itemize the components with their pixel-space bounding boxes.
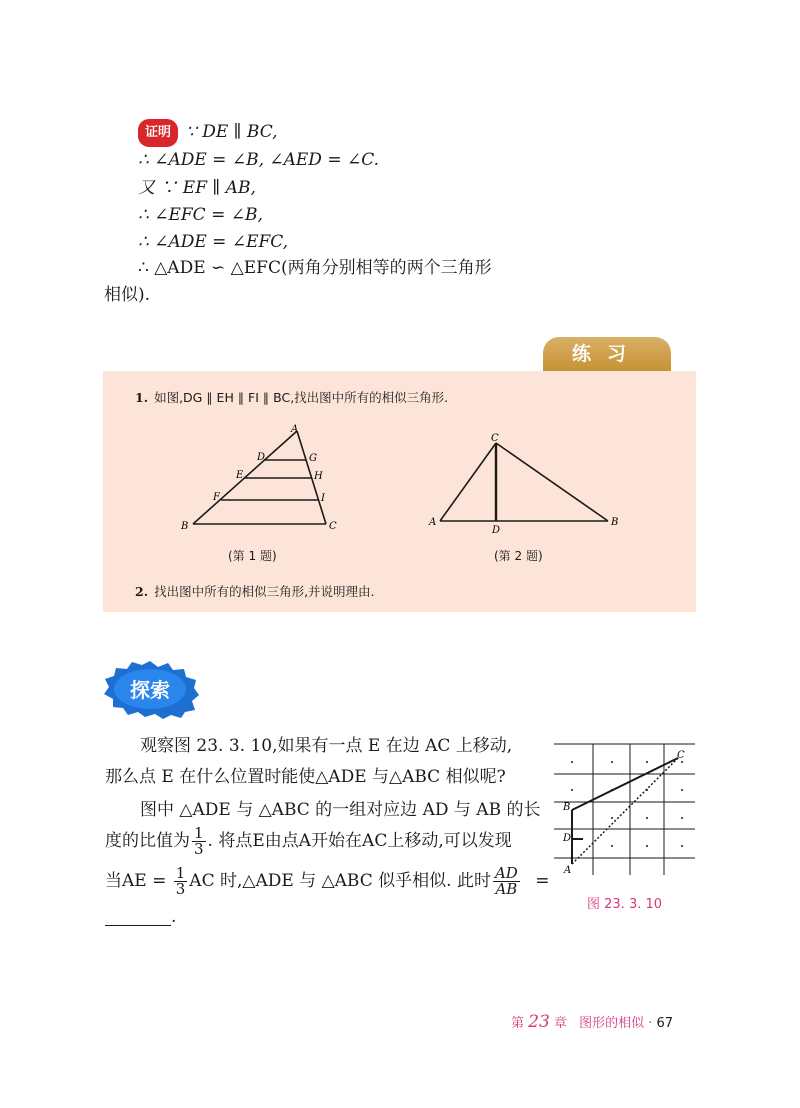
figure-1 xyxy=(173,423,353,533)
explore-line-3: 图中 △ADE 与 △ABC 的一组对应边 AD 与 AB 的长 xyxy=(140,800,541,820)
figure-2 xyxy=(423,429,623,536)
fig1-label-d: D xyxy=(257,452,266,463)
figure-caption: 图 23. 3. 10 xyxy=(587,897,663,912)
figure-2-caption: (第 2 题) xyxy=(494,549,543,563)
proof-line-4: ∴ ∠EFC = ∠B, xyxy=(138,205,263,225)
proof-badge: 证明 xyxy=(138,119,178,147)
figure-1-caption: (第 1 题) xyxy=(228,549,277,563)
fig2-label-c: C xyxy=(491,433,499,444)
chapter-number: 23 xyxy=(528,1012,550,1032)
fig2-label-b: B xyxy=(611,517,619,528)
fig1-label-h: H xyxy=(314,471,323,482)
page-footer: 第 23 章 图形的相似 · 67 xyxy=(511,1012,674,1032)
exercise-box xyxy=(103,371,696,612)
figure-23-3-10 xyxy=(552,740,702,880)
explore-line-4: 度的比值为 $\frac{1}{3}$ . 将点E由点A开始在AC上移动,可以发现 xyxy=(105,824,512,858)
explore-badge-label: 探索 xyxy=(130,678,170,702)
exercise-question-1: 1. 如图,DG ∥ EH ∥ FI ∥ BC,找出图中所有的相似三角形. xyxy=(135,390,449,405)
fig3-label-b: B xyxy=(563,802,571,813)
fraction-one-third: $\frac{1}{3}$ xyxy=(194,824,204,858)
fraction-one-third-2: $\frac{1}{3}$ xyxy=(175,864,186,898)
page-number: 67 xyxy=(656,1016,674,1031)
answer-blank xyxy=(105,925,171,926)
fig3-label-a: A xyxy=(564,865,572,876)
fig1-label-a: A xyxy=(291,424,299,435)
exercise-question-2: 2. 找出图中所有的相似三角形,并说明理由. xyxy=(135,584,375,599)
fig1-label-c: C xyxy=(329,521,337,532)
fraction-ad-ab: $\frac{AD}{AB}$ xyxy=(494,864,518,898)
fig3-label-c: C xyxy=(677,750,685,761)
explore-line-2: 那么点 E 在什么位置时能使△ADE 与△ABC 相似呢? xyxy=(105,767,506,787)
proof-line-7: 相似). xyxy=(104,285,151,305)
fig3-label-d: D xyxy=(563,833,572,844)
chapter-title: 图形的相似 xyxy=(579,1016,645,1031)
proof-line-3: 又 ∵ EF ∥ AB, xyxy=(138,178,256,198)
fig1-label-e: E xyxy=(236,470,244,481)
fig1-label-g: G xyxy=(309,453,317,464)
proof-line-2: ∴ ∠ADE = ∠B, ∠AED = ∠C. xyxy=(138,150,380,170)
proof-line-6: ∴ △ADE ∽ △EFC(两角分别相等的两个三角形 xyxy=(138,258,492,278)
exercise-tab: 练习 xyxy=(543,337,671,371)
explore-line-5: 当AE = $\frac{1}{3}$ AC 时,△ADE 与 △ABC 似乎相似. 此时 $\frac{AD}{AB}$ = xyxy=(105,864,550,898)
fig1-label-f: F xyxy=(213,492,220,503)
explore-line-1: 观察图 23. 3. 10,如果有一点 E 在边 AC 上移动, xyxy=(140,736,513,756)
fig1-label-i: I xyxy=(321,493,325,504)
fig2-label-d: D xyxy=(492,525,501,536)
fig1-label-b: B xyxy=(181,521,189,532)
fig2-label-a: A xyxy=(429,517,437,528)
explore-line-6: . xyxy=(171,907,177,927)
explore-badge xyxy=(100,659,200,719)
proof-line-5: ∴ ∠ADE = ∠EFC, xyxy=(138,232,289,252)
proof-line-1: 证明 ∵ DE ∥ BC, xyxy=(138,119,278,147)
